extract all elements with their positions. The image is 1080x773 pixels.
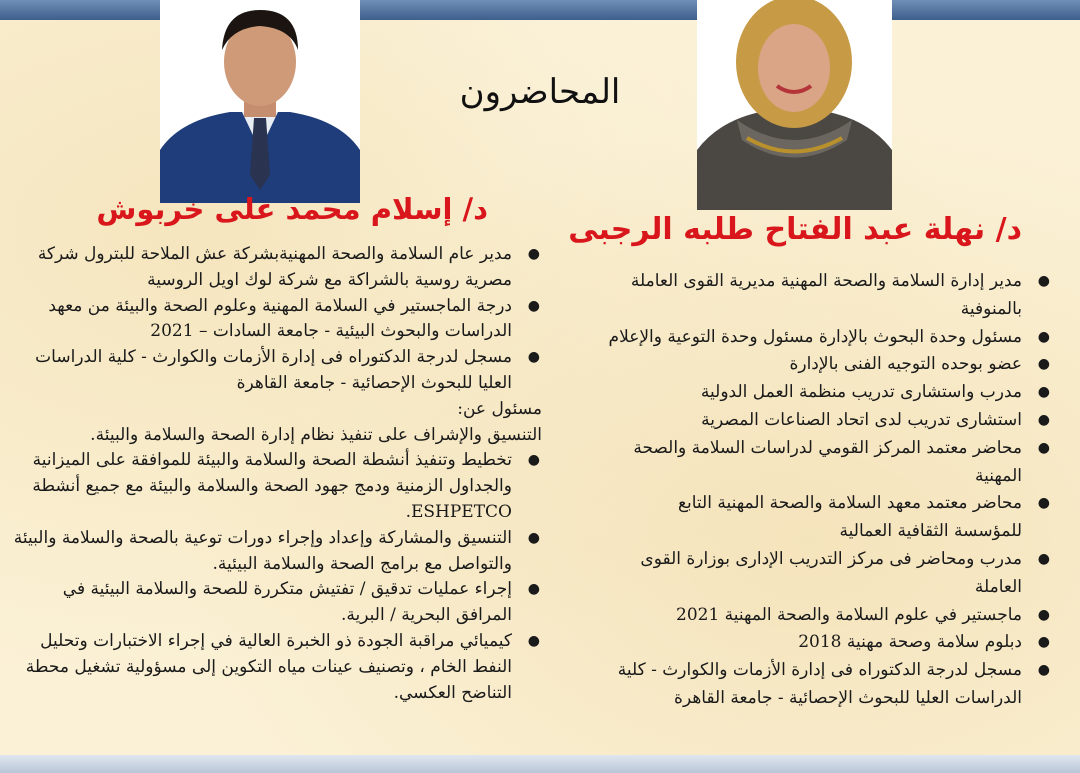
bio-item: [607, 351, 1052, 379]
bio-item-text: مسجل لدرجة الدكتوراه فى إدارة الأزمات والكوارث - كلية الدراسات العليا للبحوث الإحصائية - جامعة القاهرة: [617, 660, 1022, 708]
bullet-icon: ●: [527, 529, 540, 546]
bio-item: [12, 345, 542, 397]
bio-item: [12, 577, 542, 629]
bio-item: [607, 324, 1052, 352]
bio-item: [607, 490, 1052, 546]
bullet-icon: ●: [1037, 606, 1050, 623]
bullet-icon: ●: [1037, 550, 1050, 567]
bio-item-text: مسجل لدرجة الدكتوراه فى إدارة الأزمات والكوارث - كلية الدراسات العليا للبحوث الإحصائية - جامعة القاهرة: [35, 347, 512, 393]
bio-item-text: محاضر معتمد معهد السلامة والصحة المهنية التابع للمؤسسة الثقافية العمالية: [677, 493, 1022, 542]
bio-item: [12, 629, 542, 706]
bio-item: [607, 379, 1052, 407]
bullet-icon: ●: [527, 246, 540, 262]
bio-item: [607, 435, 1052, 491]
bullet-icon: ●: [527, 632, 540, 649]
bio-item: [607, 602, 1052, 630]
bullet-icon: ●: [1037, 411, 1050, 428]
bio-item-text: التنسيق والمشاركة وإعداد وإجراء دورات توعية بالصحة والسلامة والبيئة والتواصل مع برامج الصحة والسلامة البيئية.: [13, 527, 512, 574]
bio-item: [607, 407, 1052, 435]
bio-item-text: محاضر معتمد المركز القومي لدراسات السلامة والصحة المهنية: [633, 437, 1022, 486]
bottom-bar: [0, 755, 1080, 773]
bullet-icon: ●: [1037, 634, 1050, 651]
bullet-icon: ●: [527, 452, 540, 469]
bullet-icon: ●: [1037, 439, 1050, 456]
bio-item-text: عضو بوحده التوجيه الفنى بالإدارة: [789, 354, 1022, 375]
section-heading: المحاضرون: [459, 72, 621, 112]
bio-item-text: استشارى تدريب لدى اتحاد الصناعات المصرية: [701, 409, 1022, 430]
bio-item: [12, 423, 542, 449]
bio-subheading: [12, 397, 542, 423]
bio-item: [12, 242, 542, 294]
bullet-icon: ●: [527, 349, 540, 366]
bullet-icon: ●: [1037, 662, 1050, 679]
bullet-icon: ●: [527, 581, 540, 598]
bio-item-text: درجة الماجستير في السلامة المهنية وعلوم الصحة والبيئة من معهد الدراسات والبحوث البيئية - جامعة السادات – 2021: [48, 295, 512, 342]
bullet-icon: ●: [1037, 356, 1050, 373]
bio-item-text: دبلوم سلامة وصحة مهنية 2018: [798, 632, 1022, 653]
bio-item-text: مدرب واستشارى تدريب منظمة العمل الدولية: [700, 382, 1022, 403]
bio-item-text: مدرب ومحاضر فى مركز التدريب الإدارى بوزارة القوى العاملة: [640, 548, 1022, 597]
bio-item: [12, 448, 542, 525]
bio-item: [607, 657, 1052, 713]
bio-item-text: مدير إدارة السلامة والصحة المهنية مديرية القوى العاملة بالمنوفية: [630, 271, 1022, 319]
lecturer-right-photo: [697, 0, 892, 210]
bio-item: [12, 294, 542, 346]
lecturer-right-bio: [607, 268, 1052, 713]
bio-item-text: إجراء عمليات تدقيق / تفتيش متكررة للصحة والسلامة البيئية في المرافق البحرية / البرية.: [62, 579, 512, 626]
bullet-icon: ●: [1037, 328, 1050, 345]
bio-item-text: التنسيق والإشراف على تنفيذ نظام إدارة الصحة والسلامة والبيئة.: [90, 424, 542, 445]
bullet-icon: ●: [1037, 495, 1050, 512]
lecturer-left-photo: [160, 0, 360, 203]
bio-item: [607, 546, 1052, 602]
bio-item: [607, 629, 1052, 657]
lecturer-right-name: د/ نهلة عبد الفتاح طلبه الرجبى: [568, 212, 1022, 247]
bio-item: [607, 268, 1052, 324]
bullet-icon: ●: [527, 297, 540, 314]
lecturer-left-bio: [12, 242, 542, 706]
bullet-icon: ●: [1037, 384, 1050, 401]
bio-item-text: كيميائي مراقبة الجودة ذو الخبرة العالية في إجراء الاختبارات وتحليل النفط الخام ، وتصنيف عينات مياه التكوين إلى مسؤولية تشغيل محطة التناضح العكسي.: [25, 630, 512, 703]
bio-item-text: مدير عام السلامة والصحة المهنيةبشركة عش الملاحة للبترول شركة مصرية روسية بالشراكة مع شركة لوك اويل الروسية: [37, 244, 512, 290]
bullet-icon: ●: [1037, 273, 1050, 289]
bio-item-text: مسئول وحدة البحوث بالإدارة مسئول وحدة التوعية والإعلام: [608, 326, 1022, 347]
bio-item-text: مسئول عن:: [457, 398, 542, 419]
bio-item-text: تخطيط وتنفيذ أنشطة الصحة والسلامة والبيئة للموافقة على الميزانية والجداول الزمنية ودمج جهود الصحة والسلامة والبيئة مع جميع أنشطة ESHPETCO.: [32, 450, 512, 522]
bio-item: [12, 526, 542, 578]
lecturer-left-name: د/ إسلام محمد على خربوش: [96, 192, 488, 226]
bio-item-text: ماجستير في علوم السلامة والصحة المهنية 2021: [676, 604, 1022, 625]
